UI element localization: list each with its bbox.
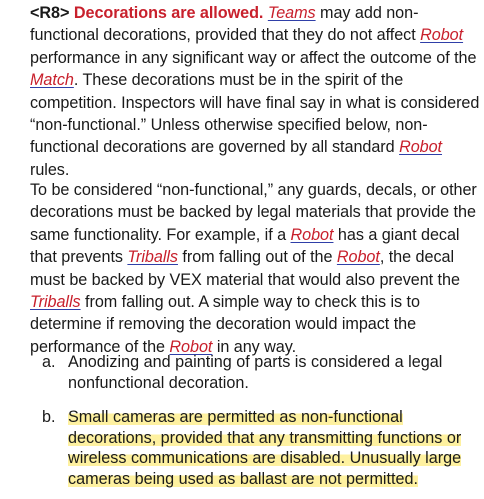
rule-list [30,352,480,489]
rule-paragraph-1-body [30,4,479,179]
text-segment: from falling out of the [177,248,337,267]
glossary-term-link[interactable]: Triballs [30,293,81,312]
text-segment: in any way. [212,337,297,356]
glossary-term-link[interactable]: Robot [290,225,334,244]
glossary-term-link[interactable]: Teams [267,4,316,22]
list-marker: a. [42,353,56,371]
rule-title: Decorations are allowed. [73,4,264,22]
glossary-term-link[interactable]: Robot [336,248,380,267]
text-segment: . These decorations must be in the spirit of the competition. Inspectors will have final say in what is considered “non-functional.” Unless otherwise specified below, non-functional decorations are governed by all standard [30,71,480,157]
glossary-term-link[interactable]: Match [30,71,74,90]
text-segment: performance in any significant way or affect the outcome of the [30,48,477,67]
highlighted-list-item-text: Small cameras are permitted as non-functional decorations, provided that any transmitting functions or wireless communications are disabled. Unusually large cameras being used as ballast are not permitted. [68,408,462,488]
text-segment: To be considered “non-functional,” any guards, decals, or other decorations must be backed by legal materials that provide the same functionality. For example, if a [30,181,477,244]
text-segment: has a giant decal that prevents [30,225,460,267]
glossary-term-link[interactable]: Robot [399,138,443,157]
list-item-b [30,407,480,489]
list-item-a [30,352,480,393]
glossary-term-link[interactable]: Robot [420,26,464,45]
rule-paragraph-1 [30,2,480,181]
list-item-text: Anodizing and painting of parts is considered a legal nonfunctional decoration. [68,353,443,392]
glossary-term-link[interactable]: Triballs [127,248,178,267]
text-segment: may add non-functional decorations, provided that they do not affect [30,4,421,45]
glossary-term-link[interactable]: Robot [169,337,213,356]
list-marker: b. [42,408,56,426]
rule-paragraph-2 [30,179,480,358]
text-segment: , the decal must be backed by VEX material that would also prevent the [30,248,460,289]
text-segment: rules. [30,160,70,179]
rule-id: <R8> [30,4,70,22]
text-segment: from falling out. A simple way to check this is to determine if removing the decoration would impact the performance of the [30,293,420,356]
